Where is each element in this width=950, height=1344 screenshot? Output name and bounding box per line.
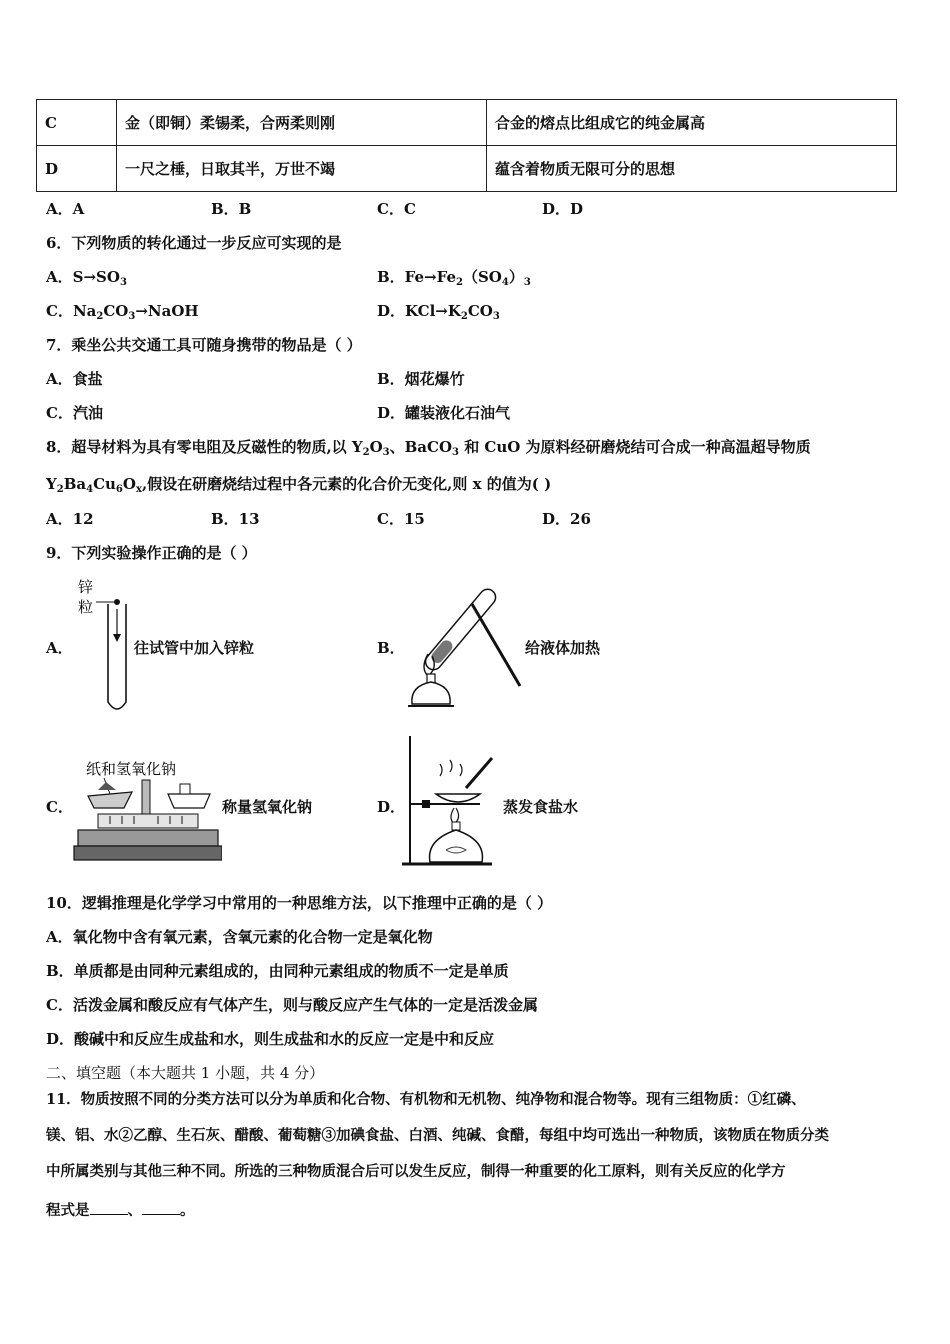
q6-d-text: D．KCl→K [377,302,461,320]
q6-b-mid: （SO [462,268,502,286]
q10-option-a[interactable]: A．氧化物中含有氧元素，含氧元素的化合物一定是氧化物 [46,928,433,946]
q8-l2-a: Y [46,475,57,493]
q6-c-end: →NaOH [135,302,199,320]
q6-c-sub1: 2 [96,311,104,322]
q11-line2: 镁、铝、水②乙醇、生石灰、醋酸、葡萄糖③加碘食盐、白酒、纯碱、食醋，每组中均可选出一种物质，该物质在物质分类 [46,1127,829,1144]
q11-line1: 11．物质按照不同的分类方法可以分为单质和化合物、有机物和无机物、纯净物和混合物等。现有三组物质：①红磷、 [46,1091,806,1108]
table-row [37,146,897,192]
table-cell-option: D [37,146,117,192]
q6-stem: 6．下列物质的转化通过一步反应可实现的是 [46,234,342,252]
q6-a-text: A．S→SO [46,268,120,286]
q6-option-b[interactable] [377,267,531,293]
q7-option-c[interactable]: C．汽油 [46,404,103,422]
q6-a-sub: 3 [119,277,127,288]
q11-line4-end: 。 [180,1202,195,1219]
q7-option-d[interactable]: D．罐装液化石油气 [377,404,511,422]
balance-figure [70,754,222,868]
table-cell-text: 金（即铜）柔锡柔，合两柔则刚 [117,100,487,146]
q8-l2-e: ,假设在研磨烧结过程中各元素的化合价无变化,则 x 的值为( ) [141,475,552,493]
q8-l1-sub2: 3 [382,447,390,458]
q8-l1-sub3: 3 [452,447,459,458]
q8-stem-line2 [46,474,551,500]
q8-stem-line1 [46,437,811,463]
table-cell-explanation: 合金的熔点比组成它的纯金属高 [487,100,897,146]
q8-l2-sub3: 6 [115,484,123,495]
q8-option-d[interactable]: D．26 [542,510,591,528]
q9-a-caption: 往试管中加入锌粒 [134,639,255,657]
q9-option-c[interactable]: C． [46,798,73,816]
q6-option-d[interactable] [377,301,500,327]
lamp-wick [452,822,460,830]
table-row [37,100,897,146]
alcohol-lamp-icon [430,830,483,862]
q8-l2-d: O [122,475,136,493]
left-pan-with-paper [88,792,132,808]
q8-l1-a: 8．超导材料为具有零电阻及反磁性的物质,以 Y [46,438,363,456]
steam-icon [440,760,462,776]
q6-option-a[interactable] [46,267,127,293]
balance-base [78,830,218,846]
q11-blank-separator: 、 [127,1202,142,1219]
q6-c-text: C．Na [46,302,97,320]
zinc-granule [114,599,120,605]
q11-line4 [46,1200,195,1221]
weight-icon [180,784,190,794]
fall-arrow-head [113,634,121,642]
q5-option-a[interactable]: A．A [46,200,85,218]
q9-stem: 9．下列实验操作正确的是（ ） [46,544,257,562]
q5-option-c[interactable]: C．C [377,200,416,218]
test-tube-holder [472,604,520,686]
q6-d-sub1: 2 [460,311,468,322]
q11-line3: 中所属类别与其他三种不同。所选的三种物质混合后可以发生反应，制得一种重要的化工原料，则有关反应的化学方 [46,1163,786,1180]
q7-option-a[interactable]: A．食盐 [46,370,103,388]
sodium-hydroxide-pile [98,782,116,790]
q9-option-d[interactable]: D． [377,798,406,816]
q8-l2-b: Ba [63,475,87,493]
answer-blank-2[interactable] [142,1200,180,1215]
zinc-label-2: 粒 [78,598,94,616]
q6-b-sub2: 4 [501,277,509,288]
q8-l1-sub1: 2 [362,447,370,458]
q8-option-c[interactable]: C．15 [377,510,425,528]
q8-option-a[interactable]: A．12 [46,510,94,528]
q8-l2-sub1: 2 [56,484,64,495]
q9-b-caption: 给液体加热 [525,639,601,657]
balance-stand [74,846,222,860]
q9-option-a[interactable]: A． [46,639,73,657]
q9-option-b[interactable]: B． [377,639,405,657]
q9-c-caption: 称量氢氧化钠 [222,798,313,816]
glass-rod [466,758,492,788]
table-cell-option: C [37,100,117,146]
q8-l1-b: O [369,438,383,456]
answer-blank-1[interactable] [90,1200,128,1215]
balance-beam [98,814,198,828]
q8-l2-sub4: x [135,484,142,495]
q8-l1-c: 、BaCO [389,438,453,456]
q6-b-end: ） [508,268,524,286]
q6-option-c[interactable] [46,301,199,327]
test-tube-zinc-figure [72,574,134,719]
q8-l1-d: 和 CuO 为原料经研磨烧结可合成一种高温超导物质 [458,438,811,456]
q8-l2-c: Cu [93,475,116,493]
q10-option-b[interactable]: B．单质都是由同种元素组成的，由同种元素组成的物质不一定是单质 [46,962,509,980]
q10-option-d[interactable]: D．酸碱中和反应生成盐和水，则生成盐和水的反应一定是中和反应 [46,1030,495,1048]
q6-d-sub2: 3 [492,311,500,322]
q10-option-c[interactable]: C．活泼金属和酸反应有气体产生，则与酸反应产生气体的一定是活泼金属 [46,996,538,1014]
table-cell-text: 一尺之棰，日取其半，万世不竭 [117,146,487,192]
q6-c-sub2: 3 [128,311,136,322]
evaporation-figure [400,732,496,870]
alcohol-lamp-icon [412,682,450,704]
balance-label: 纸和氢氧化钠 [86,760,177,778]
q6-c-mid: CO [103,302,129,320]
q11-line4-text: 程式是 [46,1202,90,1219]
heating-liquid-figure [400,576,528,718]
zinc-label-1: 锌 [78,578,94,596]
q8-l2-sub2: 4 [86,484,94,495]
right-pan [168,794,210,808]
q7-stem: 7．乘坐公共交通工具可随身携带的物品是（ ） [46,336,362,354]
q10-stem: 10．逻辑推理是化学学习中常用的一种思维方法，以下推理中正确的是（ ） [46,894,553,912]
ring-clamp [422,800,430,808]
q5-option-d[interactable]: D．D [542,200,584,218]
q5-option-b[interactable]: B．B [211,200,252,218]
q8-option-b[interactable]: B．13 [211,510,260,528]
q6-b-sub3: 3 [523,277,531,288]
q6-d-end: CO [467,302,493,320]
q7-option-b[interactable]: B．烟花爆竹 [377,370,465,388]
q6-b-text: B．Fe→Fe [377,268,456,286]
table-cell-explanation: 蕴含着物质无限可分的思想 [487,146,897,192]
q6-b-sub1: 2 [456,277,463,288]
q9-d-caption: 蒸发食盐水 [503,798,579,816]
evaporating-dish [436,794,480,802]
section-title: 二、填空题（本大题共 1 小题，共 4 分） [46,1064,325,1082]
options-table [36,99,897,192]
